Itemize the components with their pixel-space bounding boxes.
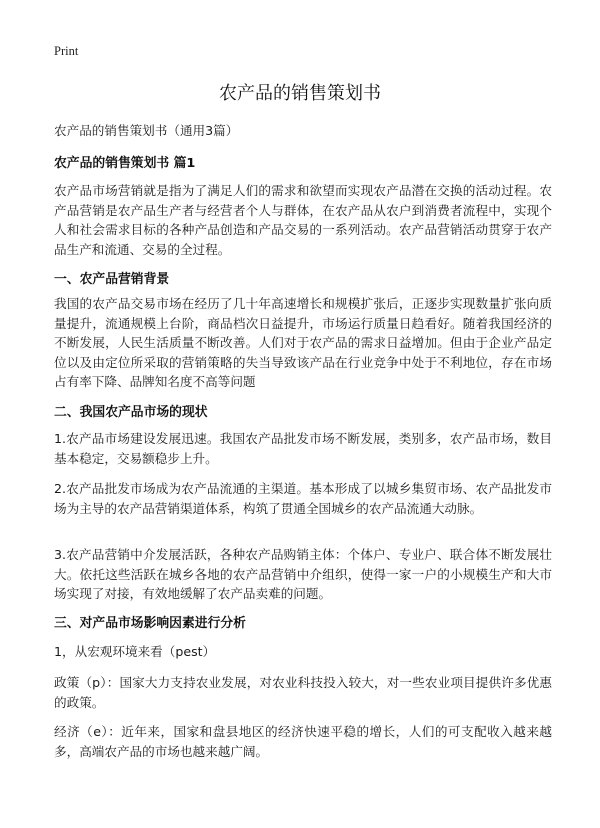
section1-heading: 一、农产品营销背景 <box>54 272 170 287</box>
section2-item-3: 3.农产品营销中介发展活跃，各种农产品购销主体：个体户、专业户、联合体不断发展壮大。依托这些活跃在城乡各地的农产品营销中介组织，使得一家一户的小规模生产和大市场实现了对接，有效地缓解了农产品卖难的问题。 <box>54 547 552 601</box>
section3-economy-paragraph: 经济（e）：近年来，国家和盘县地区的经济快速平稳的增长，人们的可支配收入越来越多，高端农产品的市场也越来越广阔。 <box>54 724 552 759</box>
intro-paragraph: 农产品市场营销就是指为了满足人们的需求和欲望而实现农产品潜在交换的活动过程。农产品营销是农产品生产者与经营者个人与群体，在农产品从农户到消费者流程中，实现个人和社会需求目标的各种产品创造和产品交易的一系列活动。农产品营销活动贯穿于农产品生产和流通、交易的全过程。 <box>54 183 552 257</box>
section3-policy-paragraph: 政策（p）：国家大力支持农业发展，对农业科技投入较大，对一些农业项目提供许多优惠的政策。 <box>54 675 552 710</box>
document-title: 农产品的销售策划书 <box>219 83 381 104</box>
document-subtitle: 农产品的销售策划书（通用3篇） <box>54 123 239 138</box>
section2-heading: 二、我国农产品市场的现状 <box>54 405 208 420</box>
section3-item-1: 1，从宏观环境来看（pest） <box>54 644 216 659</box>
print-label: Print <box>54 44 79 58</box>
section2-item-2: 2.农产品批发市场成为农产品流通的主渠道。基本形成了以城乡集贸市场、农产品批发市场为主导的农产品营销渠道体系，构筑了贯通全国城乡的农产品流通大动脉。 <box>54 481 552 516</box>
section3-heading: 三、对产品市场影响因素进行分析 <box>54 616 246 631</box>
section1-paragraph: 我国的农产品交易市场在经历了几十年高速增长和规模扩张后，正逐步实现数量扩张向质量提升，流通规模上台阶，商品档次日益提升，市场运行质量日趋看好。随着我国经济的不断发展，人民生活质量不断改善。人们对于农产品的需求日益增加。但由于企业产品定位以及由定位所采取的营销策略的失当导致该产品在行业竞争中处于不利地位，存在市场占有率下降、品牌知名度不高等问题 <box>54 296 552 389</box>
article-heading: 农产品的销售策划书 篇1 <box>54 156 196 171</box>
section2-item-1: 1.农产品市场建设发展迅速。我国农产品批发市场不断发展，类别多，农产品市场，数目基本稳定，交易额稳步上升。 <box>54 431 552 466</box>
